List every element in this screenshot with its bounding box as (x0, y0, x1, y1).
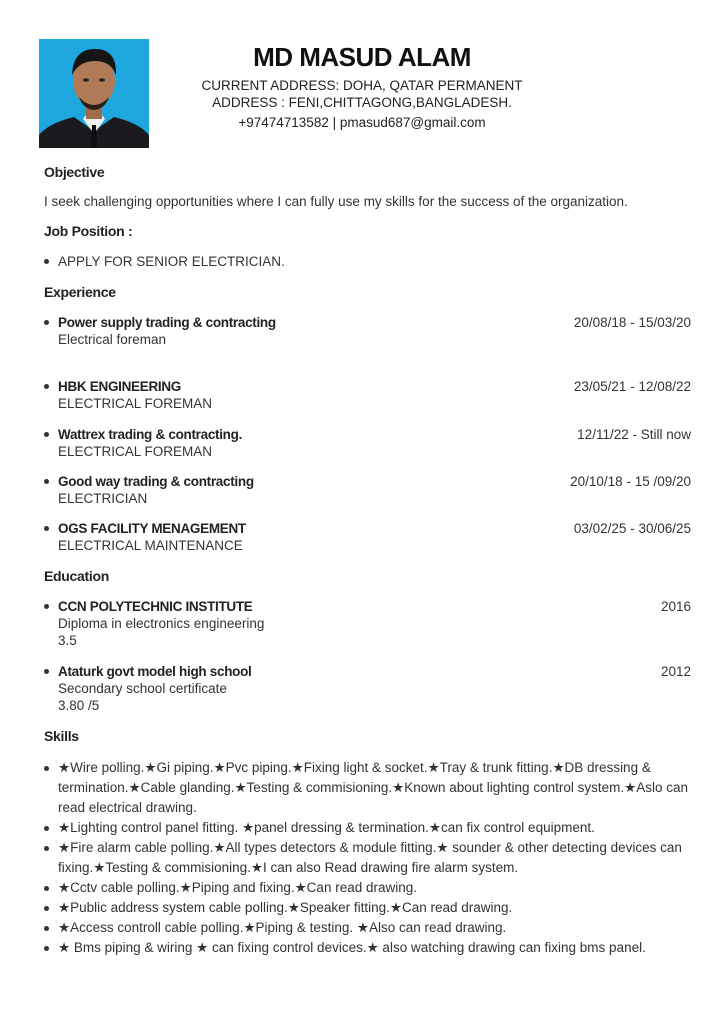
education-item (44, 598, 691, 649)
bullet-icon (44, 479, 49, 484)
experience-item (44, 426, 691, 460)
address-line-1: CURRENT ADDRESS: DOHA, QATAR PERMANENT (201, 78, 523, 93)
skill-item (44, 818, 692, 838)
address-line-2: ADDRESS : FENI,CHITTAGONG,BANGLADESH. (212, 95, 512, 110)
education-school: CCN POLYTECHNIC INSTITUTE (58, 599, 253, 614)
bullet-icon (44, 886, 49, 891)
skill-text: ★Lighting control panel fitting. ★panel dressing & termination.★can fix control equipment. (58, 820, 595, 835)
candidate-name: MD MASUD ALAM (253, 42, 471, 72)
experience-dates: 23/05/21 - 12/08/22 (573, 379, 691, 394)
bullet-icon (44, 526, 49, 531)
education-year: 2012 (660, 664, 691, 679)
skill-item (44, 838, 692, 878)
bullet-icon (44, 766, 49, 771)
skill-item (44, 918, 692, 938)
bullet-icon (44, 320, 49, 325)
experience-heading: Experience (44, 284, 116, 300)
education-degree: Diploma in electronics engineering (58, 616, 265, 631)
experience-dates: 03/02/25 - 30/06/25 (573, 521, 691, 536)
experience-dates: 20/08/18 - 15/03/20 (573, 315, 691, 330)
bullet-icon (44, 846, 49, 851)
bullet-icon (44, 259, 49, 264)
bullet-icon (44, 946, 49, 951)
skill-item (44, 898, 692, 918)
education-grade: 3.5 (58, 633, 77, 648)
skill-text: ★Fire alarm cable polling.★All types detectors & module fitting.★ sounder & other detecting devices can fixing.★Testing & commisioning.★I can also Read drawing fire alarm system. (58, 840, 682, 875)
objective-heading: Objective (44, 164, 105, 180)
experience-company: Good way trading & contracting (58, 474, 254, 489)
bullet-icon (44, 826, 49, 831)
education-item (44, 663, 691, 714)
education-heading: Education (44, 568, 109, 584)
objective-text: I seek challenging opportunities where I can fully use my skills for the success of the organization. (44, 194, 628, 209)
job-position-heading: Job Position : (44, 223, 133, 239)
experience-role: ELECTRICAL FOREMAN (58, 396, 213, 411)
bullet-icon (44, 604, 49, 609)
experience-company: Wattrex trading & contracting. (58, 427, 243, 442)
skills-list (44, 758, 692, 958)
experience-dates: 20/10/18 - 15 /09/20 (570, 474, 691, 489)
experience-role: Electrical foreman (58, 332, 167, 347)
experience-role: ELECTRICAL MAINTENANCE (58, 538, 243, 553)
experience-item (44, 520, 691, 554)
skill-text: ★Wire polling.★Gi piping.★Pvc piping.★Fixing light & socket.★Tray & trunk fitting.★DB dressing & termination.★Cable glanding.★Testing & commisioning.★Known about lighting control system.★Aslo can read electrical drawing. (58, 760, 688, 815)
address (190, 77, 534, 111)
job-position-text: APPLY FOR SENIOR ELECTRICIAN. (58, 254, 285, 269)
experience-role: ELECTRICIAN (58, 491, 148, 506)
skill-text: ★ Bms piping & wiring ★ can fixing control devices.★ also watching drawing can fixing bms panel. (58, 940, 646, 955)
experience-item (44, 473, 691, 507)
bullet-icon (44, 669, 49, 674)
experience-item (44, 314, 691, 348)
education-grade: 3.80 /5 (58, 698, 100, 713)
skill-item (44, 878, 692, 898)
bullet-icon (44, 384, 49, 389)
contact-info: +97474713582 | pmasud687@gmail.com (238, 115, 486, 130)
experience-company: OGS FACILITY MENAGEMENT (58, 521, 246, 536)
experience-item (44, 378, 691, 412)
skill-text: ★Access controll cable polling.★Piping & testing. ★Also can read drawing. (58, 920, 507, 935)
skill-text: ★Cctv cable polling.★Piping and fixing.★Can read drawing. (58, 880, 417, 895)
skill-item (44, 758, 692, 818)
skills-heading: Skills (44, 728, 79, 744)
skill-item (44, 938, 692, 958)
bullet-icon (44, 906, 49, 911)
experience-role: ELECTRICAL FOREMAN (58, 444, 213, 459)
experience-company: Power supply trading & contracting (58, 315, 276, 330)
education-degree: Secondary school certificate (58, 681, 227, 696)
profile-photo (39, 39, 149, 148)
education-year: 2016 (660, 599, 691, 614)
bullet-icon (44, 926, 49, 931)
bullet-icon (44, 432, 49, 437)
education-school: Ataturk govt model high school (58, 664, 252, 679)
skill-text: ★Public address system cable polling.★Speaker fitting.★Can read drawing. (58, 900, 513, 915)
experience-dates: 12/11/22 - Still now (577, 427, 691, 442)
job-position-item (44, 253, 691, 270)
experience-company: HBK ENGINEERING (58, 379, 182, 394)
